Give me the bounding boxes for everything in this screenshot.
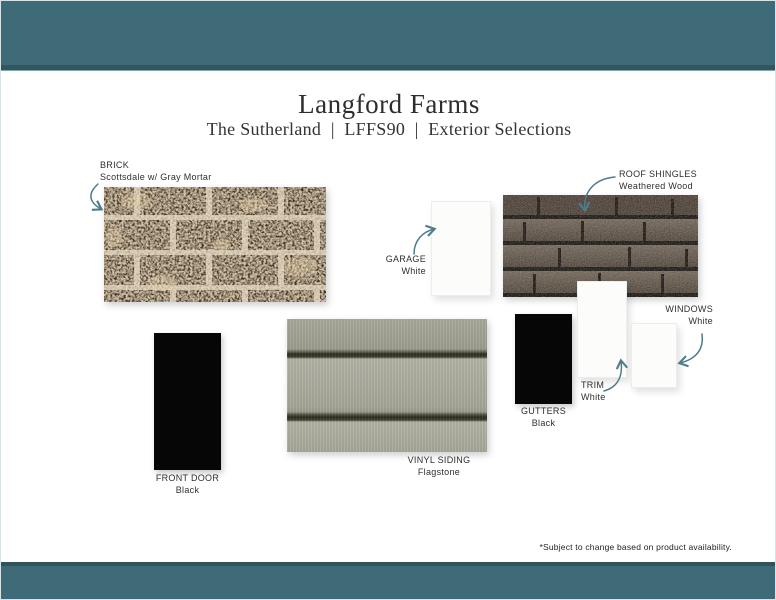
roof-shingles-label-value: Weathered Wood: [619, 181, 693, 191]
gutters-swatch: [515, 314, 572, 404]
front-door-label-title: FRONT DOOR: [155, 473, 220, 483]
top-banner: [1, 1, 776, 71]
brick-label-title: BRICK: [100, 160, 130, 170]
front-door-label: [142, 472, 233, 496]
vinyl-siding-label-value: Flagstone: [417, 467, 461, 477]
brick-photo: [104, 187, 326, 302]
windows-label: [633, 303, 713, 327]
windows-arrow-icon: [680, 334, 702, 363]
page-subtitle: The Sutherland | LFFS90 | Exterior Selections: [206, 119, 572, 139]
brick-arrow-icon: [91, 184, 101, 209]
roof-shingles-label-title: ROOF SHINGLES: [619, 169, 697, 179]
availability-footnote: *Subject to change based on product availability.: [539, 542, 732, 552]
garage-swatch: [431, 201, 491, 296]
brick-label: [100, 159, 212, 183]
vinyl-siding-label: [389, 454, 489, 478]
windows-label-value: White: [688, 316, 713, 326]
garage-label-value: White: [401, 266, 426, 276]
brick-label-value: Scottsdale w/ Gray Mortar: [100, 172, 212, 182]
trim-label-title: TRIM: [581, 380, 605, 390]
front-door-label-value: Black: [175, 485, 200, 495]
gutters-label-title: GUTTERS: [520, 406, 567, 416]
bottom-banner: [1, 562, 776, 600]
vinyl-siding-label-title: VINYL SIDING: [407, 455, 471, 465]
front-door-swatch: [154, 333, 221, 470]
page-title: Langford Farms: [298, 89, 480, 119]
vinyl-siding-swatch: [287, 319, 487, 452]
trim-label-value: White: [581, 392, 606, 402]
gutters-label: [505, 405, 582, 429]
windows-swatch: [631, 323, 677, 388]
trim-swatch: [577, 281, 627, 378]
windows-label-title: WINDOWS: [665, 304, 713, 314]
trim-label: [581, 379, 606, 403]
roof-shingles-label: [619, 168, 697, 192]
garage-label: [356, 253, 426, 277]
gutters-label-value: Black: [531, 418, 556, 428]
garage-label-title: GARAGE: [385, 254, 426, 264]
brick-swatch: [104, 187, 326, 302]
